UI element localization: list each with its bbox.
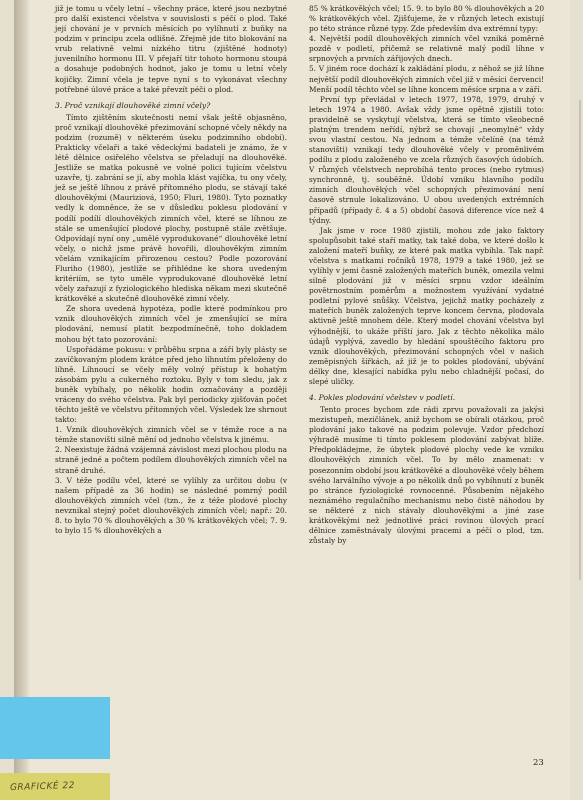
right-column [309,4,544,546]
page-number: 23 [533,758,544,768]
paragraph: Tento proces bychom zde rádi zprvu považovali za jakýsi mezistupeň, mezičlánek, aniž bychom se obírali otázkou, proč plodování jako takové na podzim polevuje. Vzdor předchozí výhradě musíme ti tímto poklesem plodování zabývat blíže. Předpokládejme, že úbytek plodové plochy vede ke vzniku dlouhověkých zimních včel. To by mělo znamenat: v posezonním období jsou krátkověké a dlouhověké včely během svého larválního vývoje a po několik dnů po vybíhnutí z buněk po stránce fyziologické rovnocenné. Působením nějakého neznámého regulačního mechanismu nebo čistě náhodou by se některé z nich stávaly dlouhověkými a jiné zase krátkověkými než jednotlivé práci rovinou úlových prací dělnice zaměstnávaly úlovými pracemi a péčí o plod, tzn. zůstaly by [309,405,544,546]
paragraph: Ze shora uvedená hypotéza, podle které podmínkou pro vznik dlouhověkých zimních včel je zmenšující se míra plodování, nemusí platit bezpodmínečně, toho dokladem mohou být tato pozorování: [55,304,287,344]
margin-pencil-mark [579,100,581,580]
paragraph: 5. V jiném roce dochází k zakládání plodu, z něhož se již líhne největší podíl dlouhověkých zimních včel již v měsíci červenci! Menší podíl těchto včel se líhne koncem měsíce srpna a v září. [309,64,544,94]
paragraph: 85 % krátkověkých včel; 15. 9. to bylo 80 % dlouhověkých a 20 % krátkověkých včel. Zjišťujeme, že v různých letech existují po této stránce různé typy. Zde především dva extrémní typy: [309,4,544,34]
paragraph: Tímto zjištěním skutečnosti nemí však ještě objasněno, proč vznikají dlouhověké přezimování schopné včely někdy na podzim (rozumě) v některém úseku podzimního období). Prakticky včelaři a také vědeckými badateli je známo, že v létě dělnice osiřelého včelstva se přeladují na dlouhověké. Jestliže se matka pokusně ve volné polici tujícím včelstvu uzavře, tj. zabrání se jí, aby mohla klást vajíčka, tu ony včely, jež se ještě líhnou z právě přítomného plodu, se stávají také dlouhověkými (Mauriziová, 1950; Fluri, 1980). Tyto poznatky vedly k domněnce, že se v důsledku poklesu plodování v podílí podílí dlouhověkých zimních včel, které se líhnou ze stále se umenšující plodové plochy, postupně stále zvětšuje. Odpovídají nyní ony „umělé vyprodukované“ dlouhověké letní včely, o nichž jsme právě hovořili, dlouhověkým zimním včelám vznikajícím přirozenou cestou? Podle pozorování Fluriho (1980), jestliže se přihlédne ke shora uvedeným kritériím, se tyto uměle vyprodukované dlouhověké letní včely zařazují z fyziologického hlediska někam mezi skutečně krátkověké a skutečně dlouhověké zimní včely. [55,112,287,304]
left-column [55,4,287,536]
handwritten-label: GRAFICKÉ 22 [9,780,76,794]
binding-shadow [14,0,30,800]
section-heading: 3. Proč vznikají dlouhověké zimní včely? [55,100,211,110]
paragraph: Uspořádáme pokusu: v průběhu srpna a září byly plásty se zavíčkovaným plodem krátce před jeho líhnutím přeloženy do líhně. Líhnoucí se včely měly volný přístup k bohatým zásobám pylu a cukerného roztoku. Byly v tom sledu, jak z buněk vybíhaly, po několik hodin označovány a později vráceny do svého včelstva. Pak byl periodicky zjišťován počet těchto ještě ve včelstvu přítomných včel. Výsledek lze shrnout takto: [55,344,287,425]
document-page [14,0,570,800]
paragraph: Jak jsme v roce 1980 zjistili, mohou zde jako faktory spolupůsobit také staří matky, tak také doba, ve které došlo k založení mateří buňky, ze které pak matka vybíhla. Tak např. včelstva s matkami ročníků 1978, 1979 a také 1980, jež se vylíhly v jemi časně založených mateřích buněk, omezila velmi silně plodování již v měsíci srpnu vzdor ideálním povětrnostním poměrům a možnostem využívání vydatné podletní pylové snůšky. Včelstva, jejichž matky pocházely z mateřích buněk založených teprve koncem června, plodovala aktivně ještě mnohem déle. Který model chování včelstva byl výhodnější, to ukáže příští jaro. Jak z těchto několika málo údajů vyplývá, zavedlo by hledání spouštěcího faktoru pro vznik dlouhověkých, přezimování schopných včel v našich zeměpisných šířkách, až již je to pokles plodování, ubývání délky dne, klesající nabídka pylu nebo chladnější počasí, do slepé uličky. [309,225,544,386]
paragraph: 4. Největší podíl dlouhověkých zimních včel vzniká poměrně pozdě v podletí, přičemž se relativně malý podíl líhne v srpnových a prvních zářijových dnech. [309,34,544,64]
list-item: 3. V téže podílu včel, které se vylíhly za určitou dobu (v našem případě za 36 hodin) se následné pomrný podíl dlouhověkých zimních včel (tzn., že z téže plodové plochy nevznikal stejný počet dlouhověkých zimních včel; např.: 20. 8. to bylo 70 % dlouhověkých a 30 % krátkověkých včel; 7. 9. to bylo 15 % dlouhověkých a [55,475,287,535]
sticky-note [0,697,110,759]
paragraph: První typ převládal v letech 1977, 1978, 1979, druhý v letech 1974 a 1980. Avšak vždy jsme opětně zjistili toto: pravidelně se vyskytují včelstva, která se tímto všeobecně platným trendem neřídí, nýbrž se chovají „neomylně“ vždy svou vlastní cestou. Na jednom a témže včelíně (na témž stanovišti) vznikají tedy dlouhověké včely v proměnlivém podílu z plodu založeného ve zcela různých časových údobích. V různých včelstvech neprobíhá tento proces (nebo rytmus) synchronně, tj. souběžně. Údobí vzniku hlavního podílu zimních dlouhověkých včel schopných přezimování není časově strnule lokalizováno. U obou uvedených extrémních případů (případy č. 4 a 5) období časová diference více než 4 týdny. [309,94,544,225]
paragraph: již je tomu u včely letní – všechny práce, které jsou nezbytné pro další existenci včelstva v souvislosti s péčí o plod. Také její chování je v prvních měsících po vylíhnutí z buňky na podzim v principu zcela odlišné. Zřejmě jde tito blokování na vrub relativně velmi nízkého titru (zjištěné hodnoty) juvenilního hormonu III. V přejaří titr tohoto hormonu stoupá a dosahuje podobných hodnot, jako je tomu u letní včely kojičky. Zimní včela je tepve nyní s to vykonávat všechny potřebné úlové práce a také převzít péči o plod. [55,4,287,94]
list-item: 2. Neexistuje žádná vzájemná závislost mezi plochou plodu na straně jedné a počtem podílem dlouhověkých zimních včel na straně druhé. [55,445,287,475]
section-heading: 4. Pokles plodování včelstev v podletí. [309,392,456,402]
results-list [55,425,287,536]
list-item: 1. Vznik dlouhověkých zimních včel se v témže roce a na témže stanovišti silně mění od jednoho včelstva k jinému. [55,425,287,445]
